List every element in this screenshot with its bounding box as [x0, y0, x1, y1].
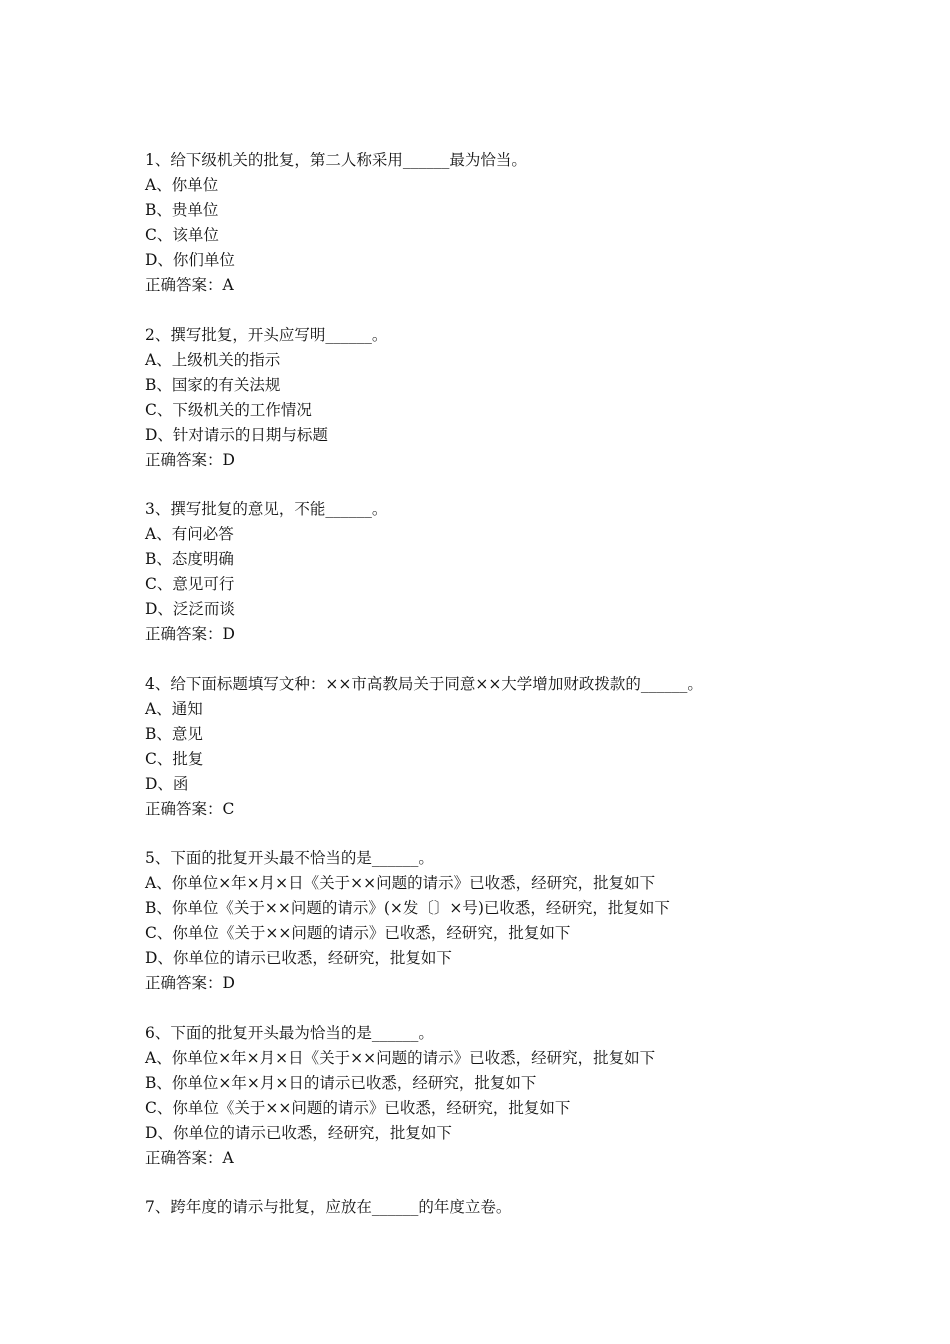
correct-answer: 正确答案：A — [145, 1148, 234, 1167]
question-stem: 4、给下面标题填写文种：××市高教局关于同意××大学增加财政拨款的______。 — [145, 674, 703, 693]
question-stem: 2、撰写批复，开头应写明______。 — [145, 325, 388, 344]
question-stem: 3、撰写批复的意见，不能______。 — [145, 500, 388, 518]
correct-answer: 正确答案：D — [145, 625, 235, 643]
option-a: A、上级机关的指示 — [145, 350, 281, 369]
correct-answer: 正确答案：A — [145, 276, 234, 294]
option-c: C、批复 — [145, 749, 204, 768]
option-d: D、函 — [145, 774, 189, 793]
option-b: B、你单位《关于××问题的请示》(×发〔〕×号)已收悉，经研究，批复如下 — [145, 899, 670, 917]
option-c: C、你单位《关于××问题的请示》已收悉，经研究，批复如下 — [145, 1098, 571, 1117]
question-4 — [145, 672, 845, 822]
option-a: A、你单位×年×月×日《关于××问题的请示》已收悉，经研究，批复如下 — [145, 1048, 656, 1067]
document-page — [145, 148, 845, 1245]
option-b: B、国家的有关法规 — [145, 375, 281, 394]
option-b: B、意见 — [145, 724, 203, 743]
option-d: D、泛泛而谈 — [145, 600, 235, 618]
option-a: A、通知 — [145, 699, 203, 718]
question-3 — [145, 497, 845, 647]
question-7 — [145, 1195, 845, 1220]
correct-answer: 正确答案：C — [145, 799, 235, 818]
option-b: B、态度明确 — [145, 550, 234, 568]
question-5 — [145, 846, 845, 996]
question-stem: 1、给下级机关的批复，第二人称采用______最为恰当。 — [145, 151, 527, 169]
question-2 — [145, 323, 845, 473]
option-c: C、意见可行 — [145, 575, 235, 593]
question-stem: 6、下面的批复开头最为恰当的是______。 — [145, 1023, 434, 1042]
option-d: D、你们单位 — [145, 251, 235, 269]
option-d: D、针对请示的日期与标题 — [145, 425, 328, 444]
question-6 — [145, 1021, 845, 1171]
option-a: A、你单位×年×月×日《关于××问题的请示》已收悉，经研究，批复如下 — [145, 874, 656, 892]
correct-answer: 正确答案：D — [145, 974, 235, 992]
option-b: B、贵单位 — [145, 201, 219, 219]
option-a: A、你单位 — [145, 176, 219, 194]
question-stem: 7、跨年度的请示与批复，应放在______的年度立卷。 — [145, 1198, 512, 1216]
option-c: C、该单位 — [145, 226, 219, 244]
option-d: D、你单位的请示已收悉，经研究，批复如下 — [145, 949, 452, 967]
option-b: B、你单位×年×月×日的请示已收悉，经研究，批复如下 — [145, 1073, 537, 1092]
option-c: C、下级机关的工作情况 — [145, 400, 312, 419]
question-1 — [145, 148, 845, 298]
option-d: D、你单位的请示已收悉，经研究，批复如下 — [145, 1123, 452, 1142]
correct-answer: 正确答案：D — [145, 450, 235, 469]
option-a: A、有问必答 — [145, 525, 234, 543]
question-stem: 5、下面的批复开头最不恰当的是______。 — [145, 849, 434, 867]
option-c: C、你单位《关于××问题的请示》已收悉，经研究，批复如下 — [145, 924, 571, 942]
